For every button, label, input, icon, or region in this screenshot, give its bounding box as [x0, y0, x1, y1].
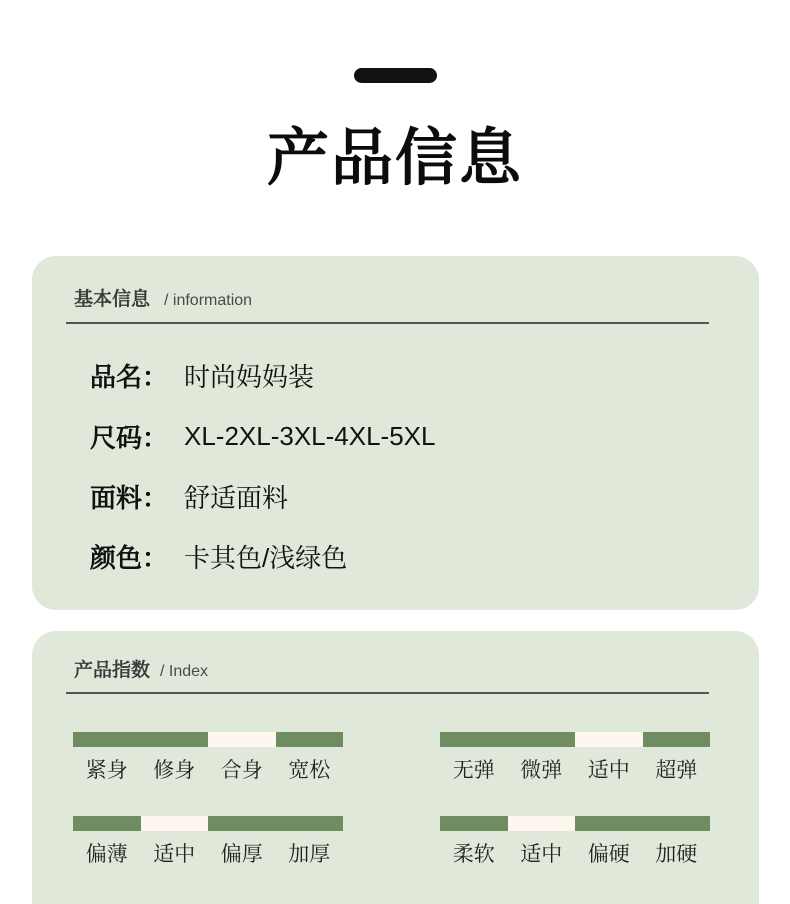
scale-bar: [73, 816, 343, 831]
scale-label: 加厚: [288, 842, 331, 866]
scale-segment: [440, 732, 508, 747]
scale-label: 偏硬: [587, 842, 630, 866]
scale-segment-selected: [141, 816, 209, 831]
basic-info-divider: [66, 322, 709, 324]
softness-scale: [440, 816, 710, 869]
scale-label: 紧身: [85, 758, 128, 782]
scale-label: 合身: [220, 758, 263, 782]
scale-segment: [643, 732, 711, 747]
info-row-color: [90, 536, 347, 576]
scale-segment: [643, 816, 711, 831]
scale-segment-selected: [575, 732, 643, 747]
scale-segment: [73, 816, 141, 831]
info-label: 品名：: [90, 362, 169, 393]
scale-label: 无弹: [452, 758, 495, 782]
scale-label: 偏厚: [220, 842, 263, 866]
info-value: 时尚妈妈装: [184, 361, 315, 392]
scale-segment: [208, 816, 276, 831]
scale-bar: [440, 732, 710, 747]
info-value: 卡其色/浅绿色: [184, 542, 348, 573]
title-decoration-bar: [354, 68, 437, 83]
scale-segment: [508, 732, 576, 747]
scale-segment: [440, 816, 508, 831]
scale-segment: [141, 732, 209, 747]
thickness-scale: [73, 816, 343, 869]
scale-label: 适中: [520, 842, 563, 866]
scale-segment: [73, 732, 141, 747]
basic-info-header: [74, 284, 252, 314]
scale-bar: [440, 816, 710, 831]
scale-label: 加硬: [655, 842, 698, 866]
elasticity-scale: [440, 732, 710, 785]
scale-segment: [276, 816, 344, 831]
basic-info-subtitle: / information: [164, 292, 253, 309]
scale-label: 微弹: [520, 758, 563, 782]
info-value: 舒适面料: [184, 482, 289, 513]
info-row-name: [90, 355, 314, 395]
index-subtitle: / Index: [160, 663, 209, 680]
info-row-fabric: [90, 476, 288, 516]
index-title: 产品指数: [74, 659, 151, 681]
index-divider: [66, 692, 709, 694]
page-title: 产品信息: [266, 121, 523, 194]
info-row-size: [90, 416, 435, 456]
scale-label: 柔软: [452, 842, 495, 866]
info-value: XL-2XL-3XL-4XL-5XL: [184, 420, 436, 451]
scale-label: 修身: [153, 758, 196, 782]
scale-label: 适中: [587, 758, 630, 782]
info-label: 尺码：: [90, 423, 169, 454]
scale-label: 宽松: [288, 758, 331, 782]
index-header: [74, 655, 208, 685]
scale-segment-selected: [208, 732, 276, 747]
scale-segment-selected: [508, 816, 576, 831]
fit-scale: [73, 732, 343, 785]
scale-segment: [276, 732, 344, 747]
scale-label: 适中: [153, 842, 196, 866]
scale-label: 偏薄: [85, 842, 128, 866]
basic-info-title: 基本信息: [74, 288, 151, 310]
scale-segment: [575, 816, 643, 831]
scale-bar: [73, 732, 343, 747]
info-label: 面料：: [90, 483, 169, 514]
info-label: 颜色：: [90, 543, 169, 574]
basic-info-card: [32, 256, 759, 610]
product-index-card: [32, 631, 759, 904]
scale-label: 超弹: [655, 758, 698, 782]
